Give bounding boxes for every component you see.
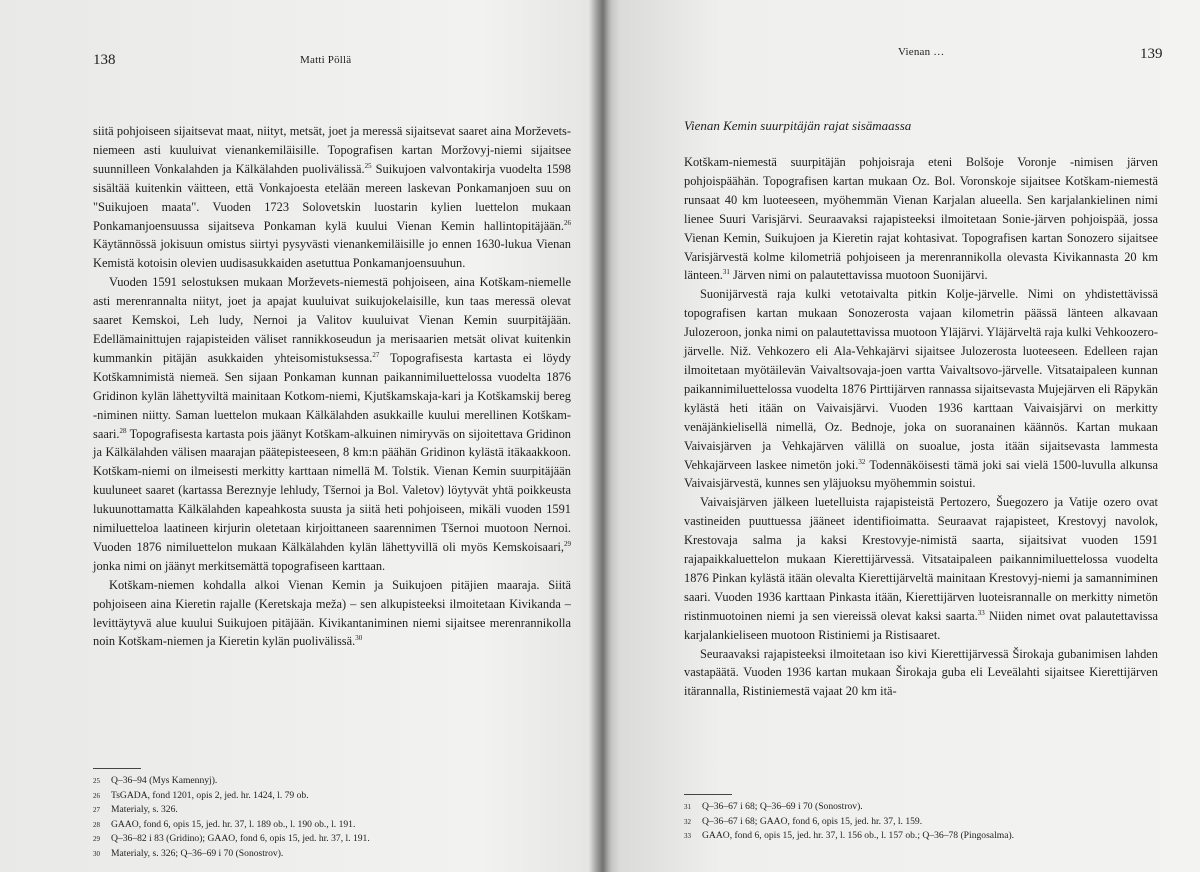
right-footnote-rule [684,794,732,795]
footnote-text: Materialy, s. 326. [111,804,178,815]
right-footnotes [684,800,1158,844]
paragraph-text: Suonijärvestä raja kulki vetotaivalta pitkin Kolje-järvelle. Nimi on yhdistettävissä topografisen kartan mukaan Sonozerosta vajaan kilometrin päässä länteen alkavaan Julozeroon, jonka nimi on palautettavissa muotoon Yläjärvi. Yläjärveltä raja kulki Vehkoozero-järvelle. Niž. Vehkozero eli Ala-Vehkajärvi sijaitsee Julozerosta luoteeseen. Edelleen rajan ilmoitetaan myötäilevän Vaivaltsovaja-joen vartta Vaivaltsovo-järvelle. Vitsataipaleen kunnan paikannimiluettelossa vuodelta 1876 Pirttijärven rannassa sijaitsevasta Mujejärven eli Räpykän kylästä heti itään on Vaivaisjärvi. Vuoden 1936 karttaan Vaivaisjärvi on merkitty venäjänkielisellä nimellä, Oz. Bednoje, joka on suoranainen käännös. Kartan mukaan Vaivaisjärven ja Vehkajärven välillä on suoalue, josta itään sijaitsevasta lammesta Vehkajärveen laskee nimetön joki. [684,287,1158,472]
footnote-number: 29 [93,835,100,843]
paragraph-text: Suikujoen valvontakirja vuodelta 1598 sisältää kuitenkin väitteen, että Vonkajoesta etelään mereen laskevan Ponkamanjoen suu on "Suikujoen maata". Vuoden 1723 Solovetskin luostarin kylien luettelon mukaan Ponkamanjoensuussa sijaitseva Ponkaman kylä kuului Vienan Kemin hallintopitäjään. [93,161,571,233]
footnote [93,789,571,804]
footnote-number: 28 [93,820,100,829]
footnote-number: 31 [684,803,691,811]
paragraph [93,576,571,652]
footnote-number: 27 [93,806,100,814]
footnote [93,774,571,789]
paragraph-text: Seuraavaksi rajapisteeksi ilmoitetaan iso kivi Kierettijärvessä Širokaja gubanimisen lahden vastapäätä. Vuoden 1936 kartan mukaan Širokaja guba eli Leveälahti sijaitsee Kierettijärven itärannalla, Ristiniemestä vajaat 20 km itä- [684,646,1158,699]
paragraph [684,153,1158,285]
footnote-reference: 26 [564,218,571,227]
footnote-reference: 28 [119,426,127,435]
right-body-text [684,153,1158,701]
footnote [684,815,1158,830]
paragraph-text: Järven nimi on palautettavissa muotoon Suonijärvi. [729,268,988,283]
footnote-text: Q–36–67 i 68; Q–36–69 i 70 (Sonostrov). [702,801,863,812]
footnote-text: Materialy, s. 326; Q–36–69 i 70 (Sonostrov). [111,847,284,859]
footnote-text: GAAO, fond 6, opis 15, jed. hr. 37, l. 156 ob., l. 157 ob.; Q–36–78 (Pingosalma). [702,830,1015,841]
footnote [684,800,1158,815]
paragraph [684,285,1158,493]
footnote-number: 26 [93,791,100,800]
paragraph [684,493,1158,644]
footnote-number: 25 [93,777,100,785]
paragraph-text: Todennäköisesti tämä joki sai vielä 1500-luvulla alkunsa Vaivaisjärvestä, kunnes sen yläjuoksu myöhemmin soistui. [684,457,1158,491]
footnote-number: 33 [684,832,691,840]
paragraph-text: Vaivaisjärven jälkeen luetelluista rajapisteistä Pertozero, Šuegozero ja Vatije ozero ovat vastineiden puuttuessa jääneet identifioimatta. Seuraavat rajapisteet, Krestovyj navolok, Krestovaja salma ja kaksi Krestovyje-nimistä saarta, sijaitsivat vuoden 1591 rajapaikkaluettelon mukaan Kierettijärvessä. Vitsataipaleen paikannimiluettelossa vuodelta 1876 Pinkan kylästä itään olevalta Kierettijärveltä mainitaan Krestovyj-niemi ja samanniminen saari. Vuoden 1936 karttaan Pinkasta itään, Kierettijärven luoteisrannalle on merkitty nimetön ristinmuotoinen niemi ja sen viereissä olevat kaksi saarta. [684,495,1158,623]
footnote-text: GAAO, fond 6, opis 15, jed. hr. 37, l. 189 ob., l. 190 ob., l. 191. [111,818,356,830]
paragraph-text: Topografisesta kartasta pois jäänyt Kotškam-alkuinen nimiryväs on sijoitettava Gridinon ja Kälkälahden välisen maarajan päätepisteeseen, 8 km:n päähän Gridinon kylästä itäkaakkoon. Kotškam-niemi on ilmeisesti merkitty karttaan nimellä M. Tolstik. Vienan Kemin suurpitäjään kuuluneet saaret (kartassa Bereznyje lehludy, Tšernoi ja Bol. Valetov) löytyvät yhtä poikkeusta lukuunottamatta Kälkälahden kapeahkosta suusta ja siitä heti pohjoiseen, mikäli vuoden 1591 nimiluetteloa laatineen kirjurin oletetaan kirjoittaneen saarennimen Tšernoi muotoon Nernoi. Vuoden 1876 nimiluettelon mukaan Kälkälahden kylän lähettyvillä oli myös Kemskoisaari, [93,426,571,554]
footnote-reference: 25 [364,161,372,170]
paragraph-text: Vuoden 1591 selostuksen mukaan Morževets-niemestä pohjoiseen, aina Kotškam-niemelle asti merenrannalta niityt, joet ja apajat kuuluivat suikujokelaisille, kun taas meressä olevat saaret Kemskoi, Leh ludy, Nernoi ja Valitov kuuluivat Vienan Kemin suurpitäjään. Edellämainittujen rajapisteiden väliset rannikkoseudun ja merisaarien metsät olivat kuitenkin kummankin pitäjän asukkaiden yhteisomistuksessa. [93,275,571,365]
paragraph [93,122,571,273]
footnote-reference: 31 [722,268,730,277]
left-page-number: 138 [93,52,116,68]
paragraph-text: jonka nimi on jäänyt merkitsemättä topografiseen karttaan. [93,558,386,573]
footnote [93,818,571,833]
paragraph-text: Kotškam-niemestä suurpitäjän pohjoisraja eteni Bolšoje Voronje -nimisen järven pohjoispäähän. Topografisen kartan mukaan Oz. Bol. Voronskoje sijaitsee Kotškam-niemestä runsaat 40 km luoteeseen, myöhemmän Vienan Karjalan alueella. Sen karjalankielinen nimi lienee Suuri Varisjärvi. Seuraavaksi rajapisteeksi ilmoitetaan Sonie-järven pohjoispää, jossa Vienan Kemin, Suikujoen ja Kieretin rajat kohtasivat. Topografisen kartan Sonozero sijaitsee Varisjärvestä kolme kilometriä pohjoiseen ja merenrannikolla olevasta Kivikannasta 20 km länteen. [684,155,1158,283]
left-body-text [93,122,571,651]
right-page-number: 139 [1140,46,1163,62]
left-footnotes [93,774,571,861]
left-running-head: Matti Pöllä [300,54,352,66]
footnote-number: 32 [684,817,691,826]
footnote-reference: 32 [858,457,866,466]
footnote [684,829,1158,844]
footnote-text: TsGADA, fond 1201, opis 2, jed. hr. 1424, l. 79 ob. [111,789,309,801]
footnote-text: Q–36–82 i 83 (Gridino); GAAO, fond 6, opis 15, jed. hr. 37, l. 191. [111,833,370,844]
footnote-reference: 27 [372,350,380,359]
right-running-head: Vienan … [898,46,945,58]
footnote [93,803,571,818]
paragraph [684,645,1158,702]
footnote-reference: 29 [564,539,571,548]
paragraph-text: Käytännössä jokisuun omistus siirtyi pysyvästi vienankemiläisille jo ennen 1630-lukua Vienan Kemistä kotoisin olevien uudisasukkaiden asetuttua Ponkamanjoensuuhun. [93,237,571,271]
paragraph-text: Niiden nimet ovat palautettavissa karjalankieliseen muotoon Ristiniemi ja Ristisaaret. [684,608,1158,642]
paragraph-text: siitä pohjoiseen sijaitsevat maat, niityt, metsät, joet ja meressä sijaitsevat saaret aina Morževets-niemeen asti kuuluivat vienankemiläisille. Topografisen kartan Moržovyj-niemi sijaitsee suunnilleen Vonkalahden ja Kälkälahden puolivälissä. [93,124,571,176]
paragraph-text: Kotškam-niemen kohdalla alkoi Vienan Kemin ja Suikujoen pitäjien maaraja. Siitä pohjoiseen aina Kieretin rajalle (Keretskaja meža) – sen alkupisteeksi ilmoitetaan Kivikanda – levittäytyvä alue kuului Suikujoen pitäjään. Kivikantaniminen niemi sijaitsee merenrannikolla noin Kotškam-niemen ja Kieretin kylän puolivälissä. [93,577,571,649]
paragraph-text: Topografisesta kartasta ei löydy Kotškamnimistä niemeä. Sen sijaan Ponkaman kunnan paikannimiluettelossa vuodelta 1876 Gridinon kylän lähettyviltä mainitaan Kotkom-niemi, Kjutškamskaja-kari ja Kotškamskij bereg -niminen niitty. Saman luettelon mukaan Kälkälahden asukkaille kuului merellinen Kotškam-saari. [93,350,571,441]
right-page [600,0,1200,872]
footnote-text: Q–36–94 (Mys Kamennyj). [111,775,218,786]
paragraph [93,273,571,576]
footnote-number: 30 [93,849,100,858]
footnote-reference: 33 [977,608,985,617]
section-heading: Vienan Kemin suurpitäjän rajat sisämaassa [684,118,912,133]
left-footnote-rule [93,768,141,769]
footnote-text: Q–36–67 i 68; GAAO, fond 6, opis 15, jed. hr. 37, l. 159. [702,815,923,827]
footnote [93,847,571,862]
footnote-reference: 30 [355,634,363,643]
footnote [93,832,571,847]
